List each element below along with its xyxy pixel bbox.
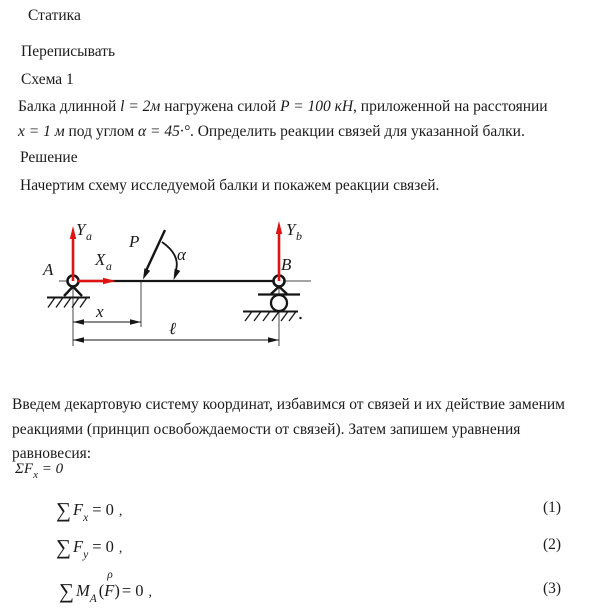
ground-hatching-a: [48, 298, 87, 308]
math-angle: α = 45·°: [138, 122, 190, 140]
label-ya-sub: a: [85, 229, 92, 243]
doc-subtitle: Переписывать: [21, 43, 116, 60]
force-p-arrow: [143, 230, 165, 280]
sigma-sub: x: [33, 469, 38, 481]
paragraph-line: Введем декартовую систему координат, избавимся от связей и их действие заменим: [12, 396, 565, 413]
sigma-pre: ΣF: [15, 461, 34, 477]
beam-diagram: [30, 210, 348, 362]
eq2-sub: y: [83, 548, 89, 561]
problem-line-2: [18, 120, 548, 145]
problem-text: под углом: [64, 122, 139, 140]
sum-operator: ∑: [56, 498, 71, 522]
label-angle-alpha: α: [177, 245, 186, 264]
equation-3-number: (3): [543, 580, 562, 597]
eq1-comma: ,: [118, 504, 123, 519]
label-xa-sub: a: [105, 259, 112, 273]
label-point-b: B: [281, 255, 292, 274]
dimension-x: [73, 319, 141, 324]
hatching-dot: [299, 317, 301, 319]
roller-wheel: [271, 295, 287, 311]
label-reaction-xa: [95, 250, 112, 273]
eq2-comma: ,: [118, 541, 123, 556]
force-vector-symbol: [104, 569, 115, 601]
problem-statement: [18, 95, 548, 144]
eq1-sub: x: [83, 511, 89, 524]
label-xa-base: X: [95, 250, 106, 269]
eq3-rhs: = 0: [121, 581, 144, 600]
label-reaction-ya: [76, 220, 92, 243]
sum-operator: ∑: [59, 579, 74, 603]
paragraph-equilibrium: [12, 393, 565, 467]
vector-base: F: [104, 581, 115, 600]
vector-arrow-glyph: ρ: [107, 569, 113, 581]
solution-heading: Решение: [20, 149, 78, 166]
math-length: l = 2м: [120, 98, 161, 115]
eq3-open-paren: (: [98, 581, 105, 600]
label-reaction-yb: [286, 220, 302, 243]
sigma-post: = 0: [37, 461, 64, 477]
equation-2: [56, 533, 123, 561]
support-b-roller: [243, 287, 302, 322]
label-ya-base: Y: [76, 220, 86, 239]
eq3-comma: ,: [148, 585, 153, 600]
eq1-rhs: = 0: [92, 500, 114, 519]
problem-text: Балка длинной: [18, 98, 121, 115]
eq3-sub: A: [89, 592, 97, 605]
label-point-a: A: [43, 260, 54, 279]
scheme-label: Схема 1: [21, 71, 74, 88]
paragraph-line: равновесия:: [12, 445, 92, 462]
math-distance: x = 1 м: [18, 122, 65, 140]
label-dim-length: ℓ: [169, 319, 177, 338]
label-yb-base: Y: [286, 220, 296, 239]
solution-intro: Начертим схему исследуемой балки и покажем реакции связей.: [20, 177, 440, 194]
eq3-var: M: [75, 581, 90, 600]
ground-hatching-b: [245, 312, 296, 322]
dimension-length: [73, 337, 279, 342]
label-yb-sub: b: [295, 229, 302, 243]
math-force: P = 100 кН: [280, 98, 354, 115]
doc-title: Статика: [28, 7, 81, 24]
problem-line-1: [18, 95, 548, 120]
sum-operator: ∑: [56, 535, 71, 559]
eq3-close-paren: ): [114, 581, 120, 600]
eq2-rhs: = 0: [92, 537, 114, 556]
equation-2-number: (2): [543, 536, 562, 553]
equation-1: [56, 496, 123, 524]
label-dim-x: x: [96, 302, 104, 321]
equation-3: [59, 569, 153, 605]
problem-text: нагружена силой: [160, 98, 281, 115]
label-force-p: P: [129, 232, 140, 251]
problem-text: . Определить реакции связей для указанной балки.: [189, 122, 525, 140]
eq1-var: F: [72, 500, 84, 519]
eq2-var: F: [72, 537, 84, 556]
paragraph-line: реакциями (принцип освобождаемости от связей). Затем запишем уравнения: [12, 420, 521, 438]
equation-1-number: (1): [543, 499, 562, 516]
equation-sigma-fx-inline: [15, 461, 64, 481]
problem-text: , приложенной на расстоянии: [353, 98, 548, 115]
support-a-pin: [47, 287, 90, 308]
